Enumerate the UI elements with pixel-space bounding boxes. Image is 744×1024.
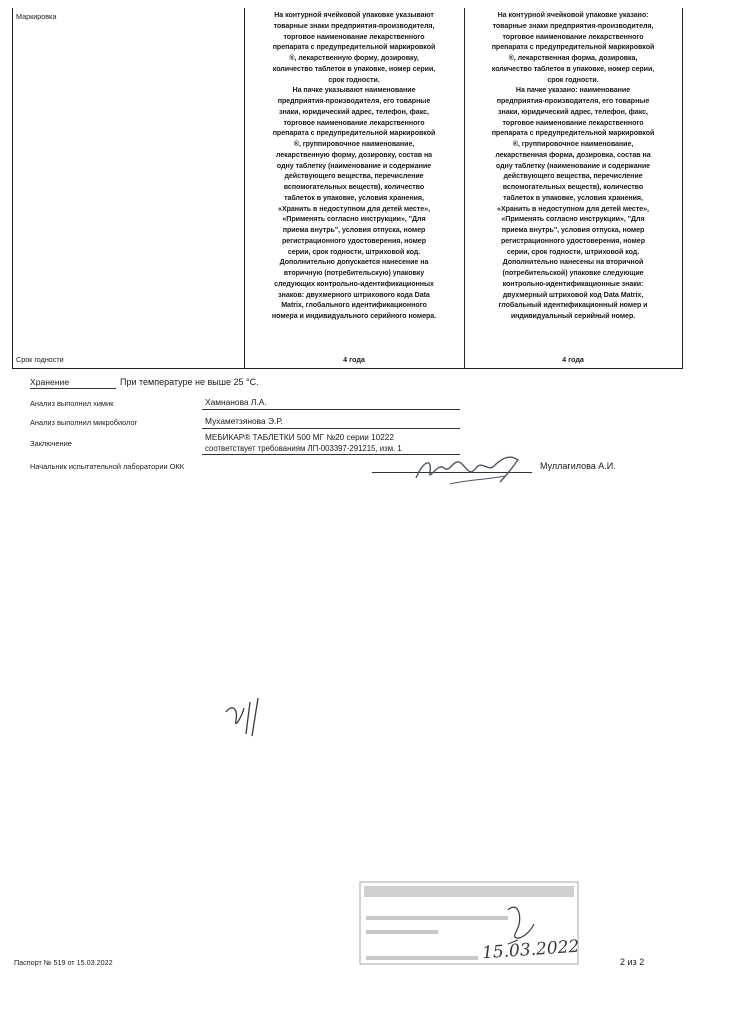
actual-line: таблеток в упаковке, условия хранения, [503,193,643,202]
requirement-line: действующего вещества, перечисление [284,172,424,181]
shelf-life-requirement: 4 года [343,355,365,364]
requirement-line: ®, группировочное наименование, [293,140,415,148]
table-border-right [682,8,683,368]
chemist-underline [202,409,460,410]
storage-underline [30,388,116,389]
requirement-line: препарата с предупредительной маркировкой [272,129,436,138]
actual-line: препарата с предупредительной маркировкой [491,129,655,138]
actual-line: глобальный идентификационный номер и [498,301,648,310]
requirement-line: знаки, юридический адрес, телефон, факс, [279,107,429,116]
conclusion-label: Заключение [30,439,72,448]
actual-line: лекарственная форма, дозировка, состав на [495,150,651,159]
table-bottom-border [12,368,683,369]
requirement-line: торговое наименование лекарственного [283,118,425,127]
spec-table [12,8,682,368]
requirement-line: регистрационного удостоверения, номер [281,236,426,245]
marking-actual-text [466,10,680,322]
requirement-line: «Хранить в недоступном для детей месте», [278,204,430,213]
page-current: 2 [620,957,626,967]
requirement-line: серии, срок годности, штриховой код. [287,247,421,256]
requirement-line: номера и индивидуального серийного номера. [271,312,437,320]
actual-line: торговое наименование лекарственного [502,118,644,127]
actual-line: одну таблетку (наименование и содержание [495,161,651,170]
table-border-left [12,8,13,368]
requirement-line: знаков: двухмерного штрихового кода Data [278,290,430,299]
passport-footer: Паспорт № 519 от 15.03.2022 [14,958,113,967]
requirement-line: вторичную (потребительскую) упаковку [283,269,425,277]
actual-line: приема внутрь", условия отпуска, номер [501,226,645,234]
actual-line: знаки, юридический адрес, телефон, факс, [498,107,648,116]
actual-line: «Хранить в недоступном для детей месте», [497,204,649,213]
requirement-line: ®, лекарственную форму, дозировку, [289,54,419,62]
requirement-line: одну таблетку (наименование и содержание [276,161,432,170]
requirement-line: срок годности. [328,75,380,84]
requirement-line: препарата с предупредительной маркировкой [272,43,436,52]
requirement-line: Дополнительно допускается нанесение на [279,258,429,267]
stamp-handwritten-date: 15.03.2022 [481,936,580,964]
actual-line: товарные знаки предприятия-производителя, [492,21,654,30]
page-number [620,957,644,967]
quality-stamp [358,880,580,966]
actual-line: контрольно-идентификационные знаки: [502,279,644,288]
actual-line: (потребительской) упаковке следующие [502,269,644,277]
requirement-line: количество таблеток в упаковке, номер серии, [272,64,436,73]
actual-line: Дополнительно нанесены на вторичной [502,258,644,267]
page-total: 2 [639,957,645,967]
microbiologist-name: Мухаметзянова Э.Р. [205,416,283,426]
requirement-line: приема внутрь", условия отпуска, номер [282,226,426,234]
table-divider-2 [464,8,465,368]
actual-line: ®, лекарственная форма, дозировка, [508,54,638,62]
actual-line: индивидуальный серийный номер. [510,312,636,320]
actual-line: «Применять согласно инструкции», "Для [501,215,645,224]
actual-line: предприятия-производителя, его товарные [496,97,650,105]
storage-label: Хранение [30,377,70,387]
shelf-life-actual: 4 года [562,355,584,364]
actual-line: двухмерный штриховой код Data Matrix, [502,290,644,299]
requirement-line: торговое наименование лекарственного [283,32,425,41]
conclusion-line-2: соответствует требованиям ЛП-003397-291215, изм. 1 [205,444,402,453]
requirement-line: следующих контрольно-идентификационных [274,279,434,288]
actual-line: торговое наименование лекарственного [502,32,644,41]
lab-head-signature [410,450,530,490]
actual-line: регистрационного удостоверения, номер [500,236,645,245]
actual-line: действующего вещества, перечисление [503,172,643,181]
actual-line: вспомогательных веществ), количество [502,183,644,191]
conclusion-line-1: МЕБИКАР® ТАБЛЕТКИ 500 МГ №20 серии 10222 [205,433,394,442]
requirement-line: товарные знаки предприятия-производителя, [273,21,435,30]
actual-line: препарата с предупредительной маркировкой [491,43,655,52]
page-of: из [627,957,637,967]
microbiologist-label: Анализ выполнил микробиолог [30,418,138,427]
requirement-line: предприятия-производителя, его товарные [277,97,431,105]
storage-value: При температуре не выше 25 °C. [120,377,259,387]
requirement-line: На контурной ячейковой упаковке указывают [274,11,434,19]
requirement-line: таблеток в упаковке, условия хранения, [284,193,424,202]
handwritten-mark [222,690,272,740]
chemist-name: Хамнанова Л.А. [205,397,267,407]
actual-line: количество таблеток в упаковке, номер серии, [491,64,655,73]
requirement-line: На пачке указывают наименование [292,86,416,95]
actual-line: На контурной ячейковой упаковке указано: [497,11,649,19]
actual-line: На пачке указано: наименование [515,86,631,95]
microbiologist-underline [202,428,460,429]
requirement-line: Matrix, глобального идентификационного [281,301,427,310]
lab-head-label: Начальник испытательной лаборатории ОКК [30,462,185,471]
actual-line: серии, срок годности, штриховой код. [506,247,640,256]
requirement-line: «Применять согласно инструкции», "Для [282,215,426,224]
requirement-line: лекарственную форму, дозировку, состав на [275,150,433,159]
shelf-life-label: Срок годности [16,355,64,364]
chemist-label: Анализ выполнил химик [30,399,114,408]
marking-requirement-text [246,10,462,322]
actual-line: ®, группировочное наименование, [512,140,634,148]
lab-head-name: Муллагилова А.И. [540,461,616,471]
marking-label: Маркировка [16,12,57,21]
requirement-line: вспомогательных веществ), количество [283,183,425,191]
table-divider-1 [244,8,245,368]
actual-line: срок годности. [547,75,599,84]
